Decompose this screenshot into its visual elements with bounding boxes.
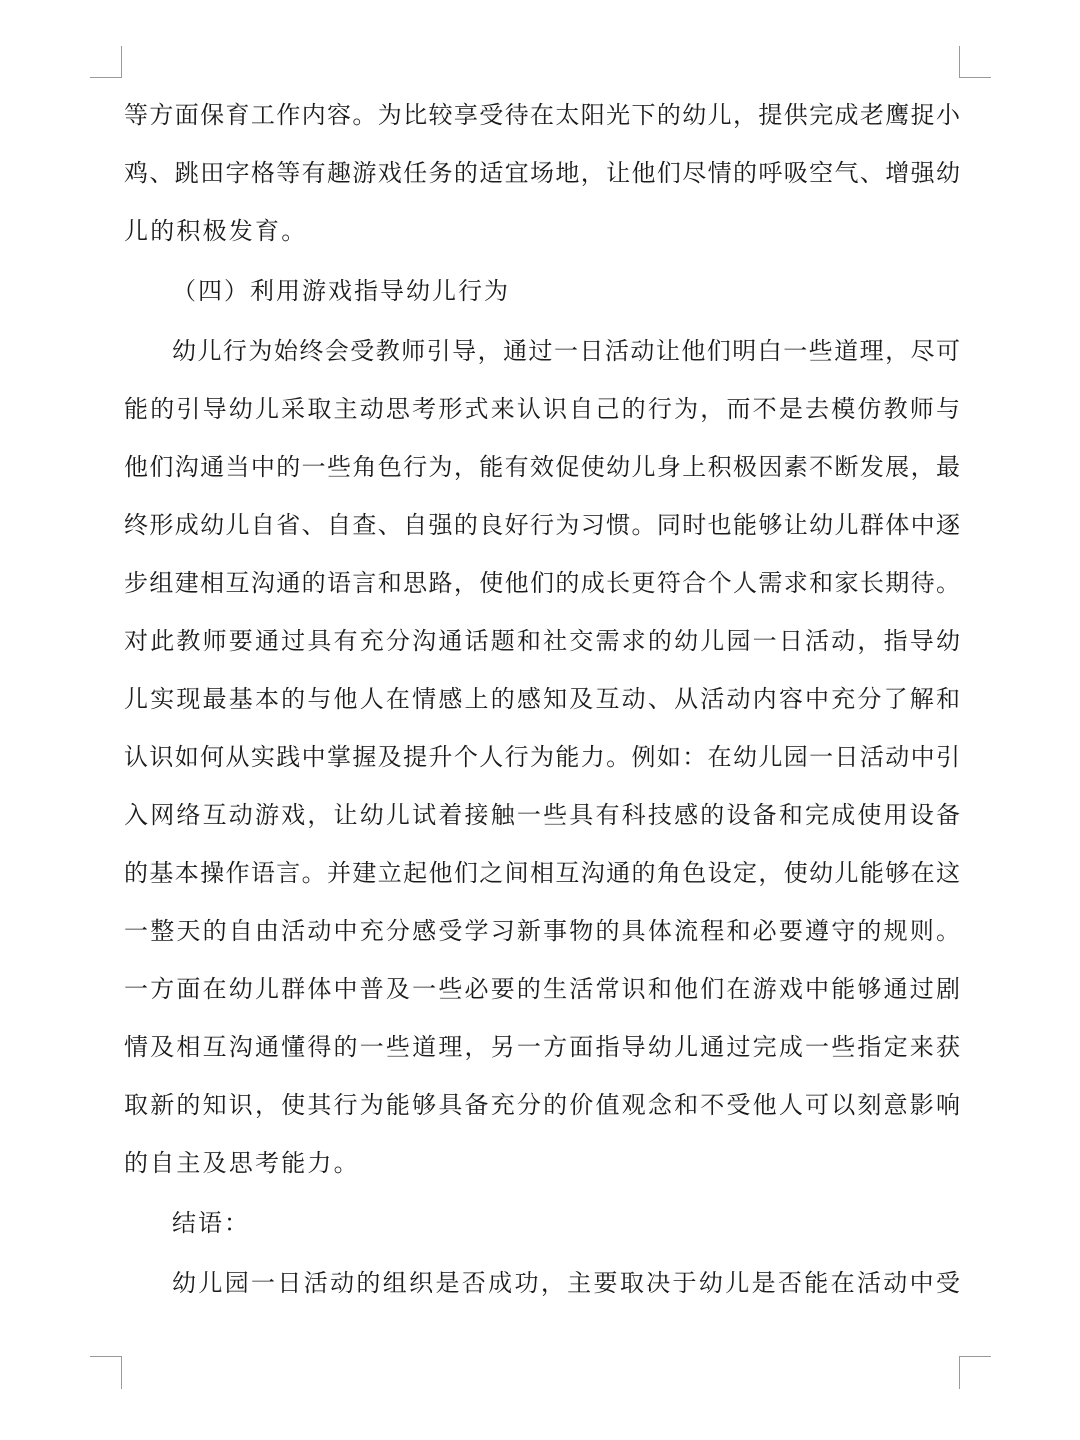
- text-line: 幼儿行为始终会受教师引导，通过一日活动让他们明白一些道理，尽可: [172, 337, 960, 365]
- text-line: 步组建相互沟通的语言和思路，使他们的成长更符合个人需求和家长期待。: [124, 569, 960, 597]
- paragraph-continued: [124, 86, 960, 260]
- document-body: [124, 86, 960, 1312]
- crop-mark-top-right-v: [959, 46, 960, 78]
- text-line: 认识如何从实践中掌握及提升个人行为能力。例如：在幼儿园一日活动中引: [124, 743, 960, 771]
- text-line: 等方面保育工作内容。为比较享受待在太阳光下的幼儿，提供完成老鹰捉小: [124, 101, 960, 129]
- crop-mark-top-right-h: [959, 77, 991, 78]
- text-line: 对此教师要通过具有充分沟通话题和社交需求的幼儿园一日活动，指导幼: [124, 627, 960, 655]
- text-line: 幼儿园一日活动的组织是否成功，主要取决于幼儿是否能在活动中受: [172, 1269, 960, 1297]
- section-heading: （四）利用游戏指导幼儿行为: [172, 277, 510, 305]
- conclusion-heading: 结语：: [172, 1209, 250, 1237]
- crop-mark-bottom-right-v: [959, 1357, 960, 1389]
- text-line: 入网络互动游戏，让幼儿试着接触一些具有科技感的设备和完成使用设备: [124, 801, 960, 829]
- crop-mark-top-left-v: [121, 46, 122, 78]
- crop-mark-bottom-right-h: [959, 1356, 991, 1357]
- text-line: 一整天的自由活动中充分感受学习新事物的具体流程和必要遵守的规则。: [124, 917, 960, 945]
- text-line: 情及相互沟通懂得的一些道理，另一方面指导幼儿通过完成一些指定来获: [124, 1033, 960, 1061]
- text-line: 鸡、跳田字格等有趣游戏任务的适宜场地，让他们尽情的呼吸空气、增强幼: [124, 159, 960, 187]
- text-line: 他们沟通当中的一些角色行为，能有效促使幼儿身上积极因素不断发展，最: [124, 453, 960, 481]
- paragraph-conclusion: [124, 1254, 960, 1312]
- text-line: 的自主及思考能力。: [124, 1149, 360, 1177]
- text-line: 取新的知识，使其行为能够具备充分的价值观念和不受他人可以刻意影响: [124, 1091, 960, 1119]
- text-line: 的基本操作语言。并建立起他们之间相互沟通的角色设定，使幼儿能够在这: [124, 859, 960, 887]
- text-line: 一方面在幼儿群体中普及一些必要的生活常识和他们在游戏中能够通过剧: [124, 975, 960, 1003]
- crop-mark-bottom-left-v: [121, 1357, 122, 1389]
- text-line: 儿的积极发育。: [124, 217, 308, 245]
- paragraph-main: [124, 322, 960, 1192]
- crop-mark-bottom-left-h: [90, 1356, 122, 1357]
- text-line: 能的引导幼儿采取主动思考形式来认识自己的行为，而不是去模仿教师与: [124, 395, 960, 423]
- crop-mark-top-left-h: [90, 77, 122, 78]
- text-line: 终形成幼儿自省、自查、自强的良好行为习惯。同时也能够让幼儿群体中逐: [124, 511, 960, 539]
- text-line: 儿实现最基本的与他人在情感上的感知及互动、从活动内容中充分了解和: [124, 685, 960, 713]
